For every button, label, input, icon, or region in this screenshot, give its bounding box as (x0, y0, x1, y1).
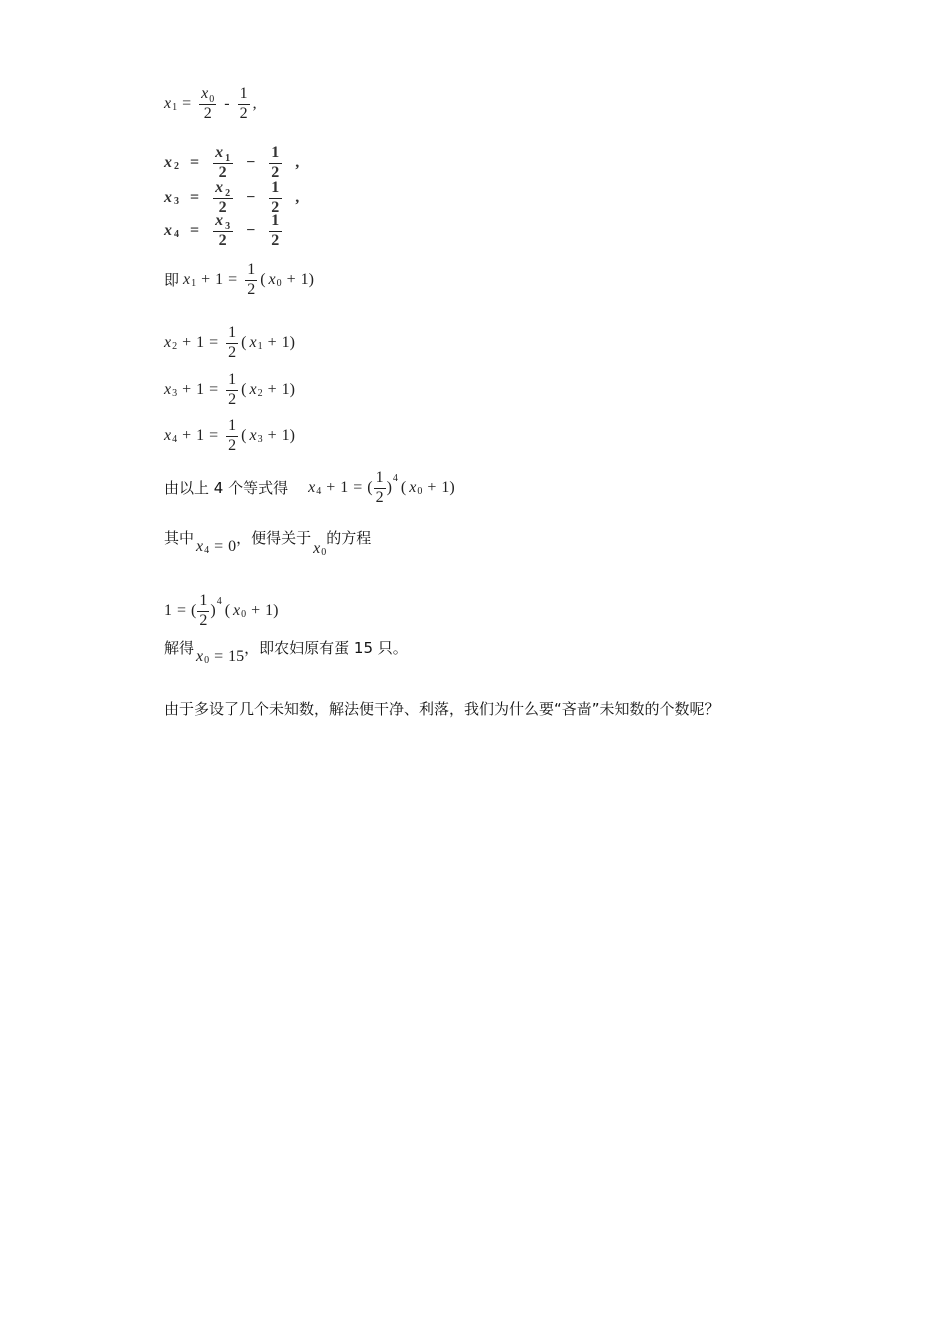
rparen: ) (210, 602, 216, 620)
var-x: x (164, 154, 173, 172)
lparen: ( (241, 381, 247, 399)
numerator: 1 (199, 592, 208, 609)
fraction-1-over-2 (226, 325, 238, 362)
denominator: 2 (218, 198, 228, 216)
sub-4: 4 (316, 486, 322, 498)
one: 1 (196, 381, 205, 399)
var-x: x (215, 144, 225, 161)
plus-sign: + (201, 271, 211, 289)
exponent-4: 4 (392, 473, 398, 485)
equals-sign: = (182, 95, 192, 113)
denominator: 2 (239, 104, 248, 122)
numerator: 1 (239, 85, 248, 102)
text-from-four-equations: 由以上 4 个等式得 (164, 478, 289, 497)
sub-2: 2 (225, 188, 232, 199)
text-qizhong: 其中 (164, 528, 195, 547)
fraction-x3-over-2 (213, 213, 233, 250)
sub-3: 3 (174, 196, 180, 208)
denominator: 2 (271, 163, 281, 181)
denominator: 2 (228, 436, 237, 454)
var-x: x (268, 271, 276, 289)
sub-0: 0 (276, 278, 282, 290)
fraction-x1-over-2 (213, 145, 233, 182)
numerator: 1 (228, 324, 237, 341)
denominator: 2 (203, 104, 212, 122)
var-x: x (164, 189, 173, 207)
plus-sign: + (427, 479, 437, 497)
sub-1: 1 (172, 102, 178, 114)
plus-sign: + (267, 334, 277, 352)
var-x: x (249, 381, 257, 399)
var-x: x (196, 538, 204, 555)
rparen: ) (308, 271, 314, 289)
rparen: ) (449, 479, 455, 497)
one: 1 (281, 381, 290, 399)
fraction-x0-over-2 (199, 86, 216, 123)
sub-2: 2 (174, 161, 180, 173)
numerator: 1 (271, 212, 281, 229)
minus-sign: - (224, 95, 230, 113)
equation-x2 (164, 145, 300, 182)
plus-sign: + (182, 334, 192, 352)
sub-3: 3 (257, 434, 263, 446)
one: 1 (281, 334, 290, 352)
fraction-1-over-2 (269, 145, 282, 182)
one: 1 (300, 271, 309, 289)
plus-sign: + (326, 479, 336, 497)
equation-combined (164, 470, 455, 507)
text-qizhong-line (164, 528, 372, 558)
one: 1 (164, 602, 172, 620)
lparen: ( (191, 602, 197, 620)
var-x: x (215, 212, 225, 229)
rparen: ) (289, 334, 295, 352)
var-x: x (164, 334, 172, 352)
var-x: x (183, 271, 191, 289)
equals-sign: = (214, 648, 224, 665)
text-answer: ，即农妇原有蛋 15 只。 (244, 638, 408, 657)
equals-sign: = (214, 538, 224, 555)
equals-sign: = (228, 271, 238, 289)
var-x: x (233, 602, 241, 620)
sub-0: 0 (204, 655, 210, 666)
lparen: ( (241, 334, 247, 352)
equals-sign: = (190, 222, 201, 240)
lparen: ( (400, 479, 407, 497)
denominator: 2 (218, 231, 228, 249)
plus-sign: + (251, 602, 261, 620)
rparen: ) (386, 479, 392, 497)
denominator: 2 (218, 163, 228, 181)
minus-sign: − (246, 189, 257, 207)
denominator: 2 (228, 343, 237, 361)
denominator: 2 (247, 280, 256, 298)
text-biande: ，便得关于 (236, 528, 312, 547)
plus-sign: + (286, 271, 296, 289)
one: 1 (340, 479, 349, 497)
text-jiede: 解得 (164, 638, 195, 657)
text-conclusion-line (164, 702, 720, 717)
rparen: ) (289, 427, 295, 445)
denominator: 2 (375, 488, 384, 506)
equals-sign: = (190, 189, 201, 207)
one: 1 (196, 334, 205, 352)
lparen: ( (241, 427, 247, 445)
equals-sign: = (190, 154, 201, 172)
equals-sign: = (209, 381, 219, 399)
var-x: x (313, 540, 321, 557)
fraction-1-over-2 (238, 86, 250, 123)
equation-final (164, 593, 278, 630)
numerator: 1 (247, 261, 256, 278)
sub-4: 4 (172, 434, 178, 446)
fraction-1-over-2 (269, 213, 282, 250)
var-x: x (249, 334, 257, 352)
equation-ji-x1 (164, 262, 314, 299)
fraction-1-over-2 (226, 418, 238, 455)
numerator: 1 (271, 144, 281, 161)
minus-sign: − (246, 154, 257, 172)
comma: , (295, 154, 301, 172)
var-x: x (164, 222, 173, 240)
sub-3: 3 (172, 388, 178, 400)
equals-sign: = (209, 427, 219, 445)
sub-4: 4 (174, 229, 180, 241)
lparen: ( (367, 479, 373, 497)
var-x: x (215, 179, 225, 196)
equals-sign: = (209, 334, 219, 352)
equation-x4 (164, 213, 285, 250)
numerator: 1 (228, 417, 237, 434)
equals-sign: = (353, 479, 363, 497)
fraction-1-over-2 (226, 372, 238, 409)
sub-4: 4 (204, 545, 210, 556)
equation-x3-plus-1 (164, 372, 295, 409)
zero: 0 (228, 538, 237, 555)
sub-1: 1 (191, 278, 197, 290)
one: 1 (281, 427, 290, 445)
one: 1 (265, 602, 274, 620)
fraction-1-over-2 (374, 470, 386, 507)
equation-x1 (164, 86, 257, 123)
var-x: x (201, 85, 209, 102)
rparen: ) (289, 381, 295, 399)
plus-sign: + (267, 427, 277, 445)
fraction-1-over-2 (197, 593, 209, 630)
lparen: ( (260, 271, 266, 289)
comma: , (295, 189, 301, 207)
sub-3: 3 (225, 221, 232, 232)
denominator: 2 (271, 231, 281, 249)
one: 1 (441, 479, 450, 497)
var-x: x (164, 381, 172, 399)
var-x: x (308, 479, 316, 497)
var-x: x (164, 427, 172, 445)
var-x: x (249, 427, 257, 445)
var-x: x (196, 648, 204, 665)
one: 1 (215, 271, 224, 289)
text-conclusion: 由于多设了几个未知数，解法便干净、利落，我们为什么要“吝啬”未知数的个数呢？ (164, 700, 720, 718)
sub-0: 0 (417, 486, 423, 498)
text-solution-line (164, 638, 408, 666)
rparen: ) (273, 602, 279, 620)
exponent-4: 4 (216, 596, 222, 608)
sub-2: 2 (172, 341, 178, 353)
numerator: 1 (228, 371, 237, 388)
plus-sign: + (182, 427, 192, 445)
denominator: 2 (228, 390, 237, 408)
sub-0: 0 (321, 547, 327, 558)
fifteen: 15 (228, 648, 245, 665)
fraction-1-over-2 (245, 262, 257, 299)
sub-0: 0 (209, 94, 215, 105)
sub-2: 2 (257, 388, 263, 400)
one: 1 (196, 427, 205, 445)
plus-sign: + (182, 381, 192, 399)
equals-sign: = (177, 602, 187, 620)
numerator: 1 (271, 179, 281, 196)
var-x: x (164, 95, 172, 113)
equation-x4-plus-1 (164, 418, 295, 455)
denominator: 2 (199, 611, 208, 629)
numerator: 1 (375, 469, 384, 486)
lparen: ( (224, 602, 231, 620)
sub-1: 1 (257, 341, 263, 353)
comma: , (252, 95, 257, 113)
var-x: x (409, 479, 417, 497)
plus-sign: + (267, 381, 277, 399)
equation-x2-plus-1 (164, 325, 295, 362)
text-de-fangcheng: 的方程 (326, 528, 372, 547)
sub-0: 0 (241, 609, 247, 621)
sub-1: 1 (225, 153, 232, 164)
denominator: 2 (271, 198, 281, 216)
minus-sign: − (246, 222, 257, 240)
text-ji: 即 (164, 270, 180, 289)
